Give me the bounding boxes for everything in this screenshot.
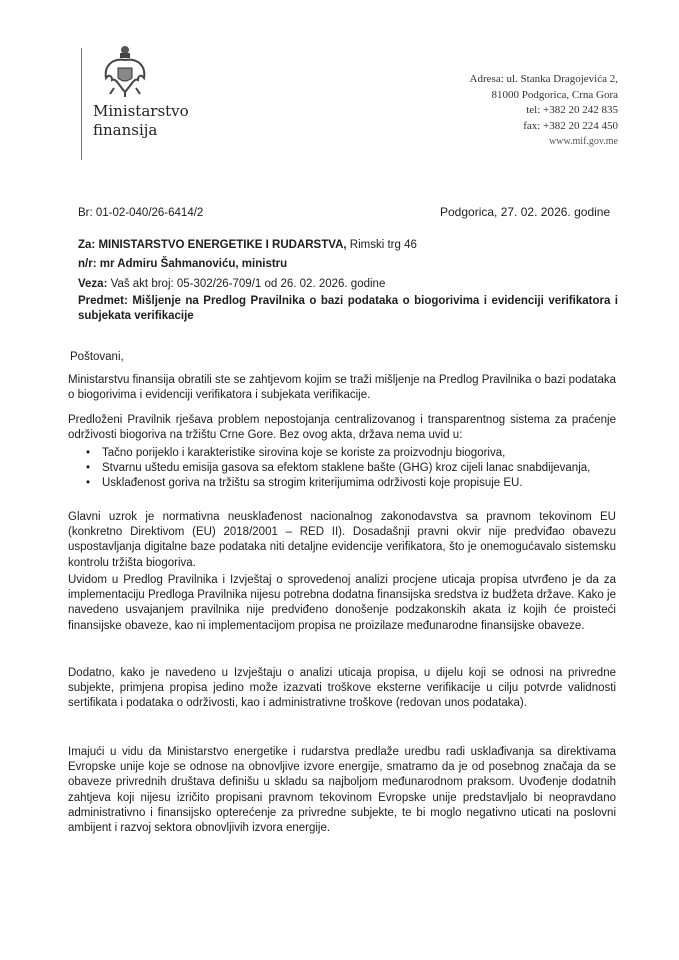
paragraph-5: Dodatno, kako je navedeno u Izvještaju o analizi uticaja propisa, u dijelu koji se odnosi na privredne subjekte, primjena propisa jedino može izazvati troškove eksterne verifikacije u cilju potvrde validnosti sertifikata i podataka o održivosti, kao i administrativne troškove (redovan unos podataka). bbox=[68, 667, 616, 710]
letterhead-divider bbox=[81, 48, 82, 160]
ministry-name-line2: finansija bbox=[93, 121, 158, 139]
paragraph-3: Glavni uzrok je normativna neusklađenost nacionalnog zakonodavstva sa pravnom tekovinom EU (konkretno Direktivom (EU) 2018/2001 – RED II). Dosadašnji pravni okvir nije predviđao obavezu uspostavljanja digitalne baze podataka niti detaljne evidencije verifikatora, što je onemogućavalo sistemsku kontrolu tržišta biogoriva. bbox=[68, 511, 616, 569]
greeting: Poštovani, bbox=[70, 351, 124, 363]
bullet-list bbox=[68, 446, 616, 492]
nr-label: n/r: bbox=[78, 258, 97, 270]
paragraph-2: Predloženi Pravilnik rješava problem nepostojanja centralizovanog i transparentnog sistema za praćenje održivosti biogoriva na tržištu Crne Gore. Bez ovog akta, država nema uvid u: bbox=[68, 414, 616, 442]
paragraph-4: Uvidom u Predlog Pravilnika i Izvještaj o sprovedenoj analizi procjene uticaja propisa utvrđeno je da za implementaciju Predloga Pravilnika nijesu potrebna dodatna finansijska sredstva iz budžeta države. Kako je navedeno usvajanjem pravilnika nije predviđeno donošenje podzakonskih akata iz kojih će proisteći finansijske obaveze, kao ni implementacijom propisa ne proizilaze međunarodne finansijske obaveze. bbox=[68, 574, 616, 632]
reference-number: Br: 01-02-040/26-6414/2 bbox=[78, 207, 204, 219]
coat-of-arms-icon bbox=[100, 44, 150, 99]
veza-label: Veza: bbox=[78, 278, 108, 290]
list-item: • Tačno porijeklo i karakteristike sirovina koje se koriste za proizvodnju biogoriva, bbox=[68, 446, 616, 461]
ministry-name bbox=[93, 102, 189, 140]
letter-date: Podgorica, 27. 02. 2026. godine bbox=[440, 205, 611, 219]
paragraph-1: Ministarstvu finansija obratili ste se zahtjevom kojim se traži mišljenje na Predlog Pravilnika o bazi podataka o biogorivima i evidenciji verifikatora i subjekata verifikacije. bbox=[68, 374, 616, 402]
address-street: Adresa: ul. Stanka Dragojevića 2, bbox=[469, 73, 618, 85]
fax: fax: +382 20 224 450 bbox=[523, 119, 618, 132]
veza-text: Vaš akt broj: 05-302/26-709/1 od 26. 02. 2026. godine bbox=[110, 278, 386, 290]
ministry-name-line1: Ministarstvo bbox=[93, 102, 189, 120]
attention-line bbox=[78, 257, 287, 272]
subject-line bbox=[78, 294, 618, 324]
recipient-line bbox=[78, 238, 417, 253]
predmet-text: Mišljenje na Predlog Pravilnika o bazi podataka o biogorivima i evidenciji verifikatora i subjekata verifikacije bbox=[78, 295, 618, 322]
phone: tel: +382 20 242 835 bbox=[526, 104, 618, 116]
za-label: Za: bbox=[78, 239, 96, 251]
address-block bbox=[470, 72, 618, 150]
list-item: • Usklađenost goriva na tržištu sa strogim kriterijumima održivosti koje propisuje EU. bbox=[68, 476, 616, 491]
address-city: 81000 Podgorica, Crna Gora bbox=[491, 88, 618, 101]
recipient-name: MINISTARSTVO ENERGETIKE I RUDARSTVA, bbox=[98, 239, 347, 251]
predmet-label: Predmet: bbox=[78, 295, 128, 307]
reference-line bbox=[78, 277, 385, 292]
attention-name: mr Admiru Šahmanoviću, ministru bbox=[99, 258, 288, 270]
paragraph-6: Imajući u vidu da Ministarstvo energetike i rudarstva predlaže uredbu radi usklađivanja sa direktivama Evropske unije koje se odnose na obnovljive izvore energije, smatramo da je od posebnog značaja da se obaveze privrednih društava definišu u skladu sa najboljom međunarodnom praksom. Uvođenje dodatnih zahtjeva koji nijesu izričito propisani pravnom tekovinom Evropske unije predstavljalo bi neopravdano administrativno i finansijsko opterećenje za privredne subjekte, te bi moglo negativno uticati na poslovni ambijent i razvoj sektora obnovljivih izvora energije. bbox=[68, 746, 616, 835]
website-link[interactable]: www.mif.gov.me bbox=[549, 136, 618, 147]
list-item: • Stvarnu uštedu emisija gasova sa efektom staklene bašte (GHG) kroz cijeli lanac snabdijevanja, bbox=[68, 461, 616, 476]
recipient-address: Rimski trg 46 bbox=[349, 239, 417, 251]
